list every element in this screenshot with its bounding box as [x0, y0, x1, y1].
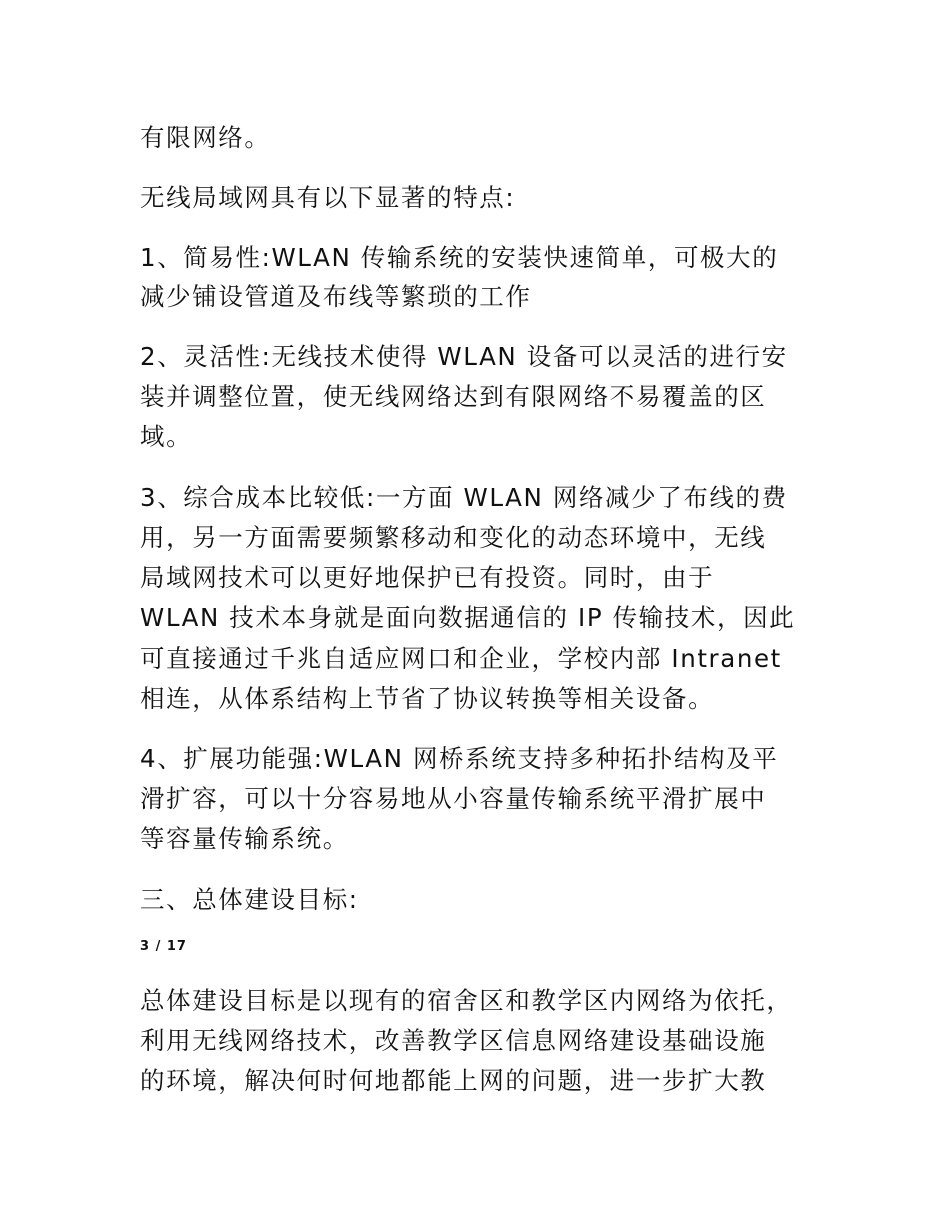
page-number: 3 / 17 [140, 939, 187, 954]
text-line-17: 三、总体建设目标: [140, 885, 359, 914]
text-line-9: 用，另一方面需要频繁移动和变化的动态环境中，无线 [140, 523, 767, 552]
text-line-6: 装并调整位置，使无线网络达到有限网络不易覆盖的区 [140, 382, 767, 411]
text-line-14: 4、扩展功能强:WLAN 网桥系统支持多种拓扑结构及平 [140, 744, 779, 773]
text-line-18: 总体建设目标是以现有的宿舍区和教学区内网络为依托， [140, 986, 793, 1015]
text-line-8: 3、综合成本比较低:一方面 WLAN 网络减少了布线的费 [140, 483, 788, 512]
text-line-19: 利用无线网络技术，改善教学区信息网络建设基础设施 [140, 1026, 767, 1055]
text-line-16: 等容量传输系统。 [140, 824, 349, 853]
text-line-7: 域。 [140, 422, 193, 451]
text-line-11: WLAN 技术本身就是面向数据通信的 IP 传输技术，因此 [140, 603, 796, 632]
text-line-15: 滑扩容，可以十分容易地从小容量传输系统平滑扩展中 [140, 784, 767, 813]
text-line-20: 的环境，解决何时何地都能上网的问题，进一步扩大教 [140, 1066, 767, 1095]
text-line-2: 无线局域网具有以下显著的特点: [140, 183, 516, 212]
text-line-3: 1、简易性:WLAN 传输系统的安装快速简单，可极大的 [140, 243, 779, 272]
text-line-5: 2、灵活性:无线技术使得 WLAN 设备可以灵活的进行安 [140, 342, 788, 371]
text-line-12: 可直接通过千兆自适应网口和企业，学校内部 Intranet [140, 644, 782, 673]
text-line-1: 有限网络。 [140, 123, 271, 152]
text-line-4: 减少铺设管道及布线等繁琐的工作 [140, 282, 532, 311]
text-line-10: 局域网技术可以更好地保护已有投资。同时，由于 [140, 563, 715, 592]
text-line-13: 相连，从体系结构上节省了协议转换等相关设备。 [140, 684, 715, 713]
